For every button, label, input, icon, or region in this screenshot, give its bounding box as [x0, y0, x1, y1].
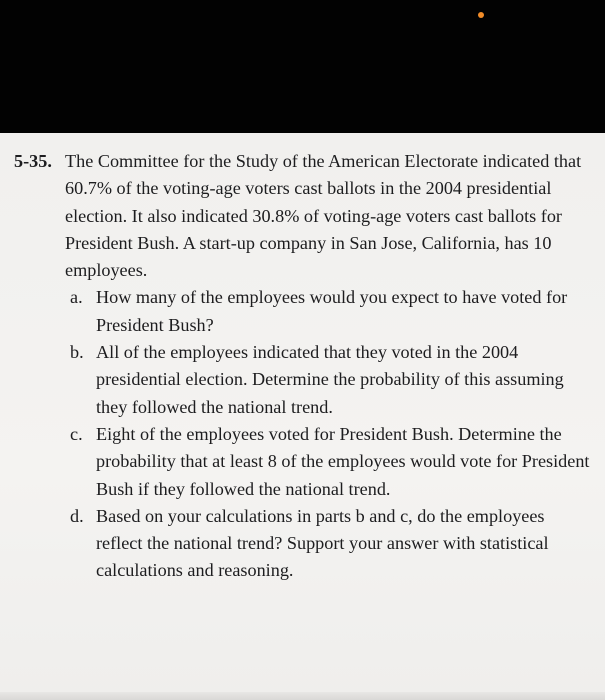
black-header-area [0, 0, 605, 133]
exercise-part-c [14, 421, 594, 503]
exercise-part-b [14, 339, 594, 421]
part-letter: b. [70, 342, 84, 363]
part-text: All of the employees indicated that they voted in the 2004 presidential election. Determine the probability of this assuming they followed the national trend. [96, 342, 564, 417]
part-letter: c. [70, 423, 83, 444]
exercise-part-d [14, 503, 594, 585]
orange-indicator-dot [478, 12, 484, 18]
page-bottom-edge [0, 692, 605, 700]
part-letter: a. [70, 287, 83, 308]
part-text: Based on your calculations in parts b and c, do the employees reflect the national trend? Support your answer with statistical calculations and reasoning. [96, 505, 549, 581]
exercise-stem-text: The Committee for the Study of the American Electorate indicated that 60.7% of the voting-age voters cast ballots in the 2004 presidential election. It also indicated 30.8% of voting-age voters cast ballots for President Bush. A start-up company in San Jose, California, has 10 employees. [65, 151, 582, 281]
exercise-number: 5-35. [14, 151, 52, 171]
exercise-5-35 [14, 148, 594, 585]
part-text: How many of the employees would you expect to have voted for President Bush? [96, 287, 568, 335]
exercise-parts [14, 284, 594, 584]
exercise-stem [14, 148, 594, 284]
part-letter: d. [70, 505, 84, 526]
part-text: Eight of the employees voted for President Bush. Determine the probability that at least 8 of the employees would vote for President Bush if they followed the national trend. [96, 423, 590, 499]
exercise-part-a [14, 284, 594, 339]
